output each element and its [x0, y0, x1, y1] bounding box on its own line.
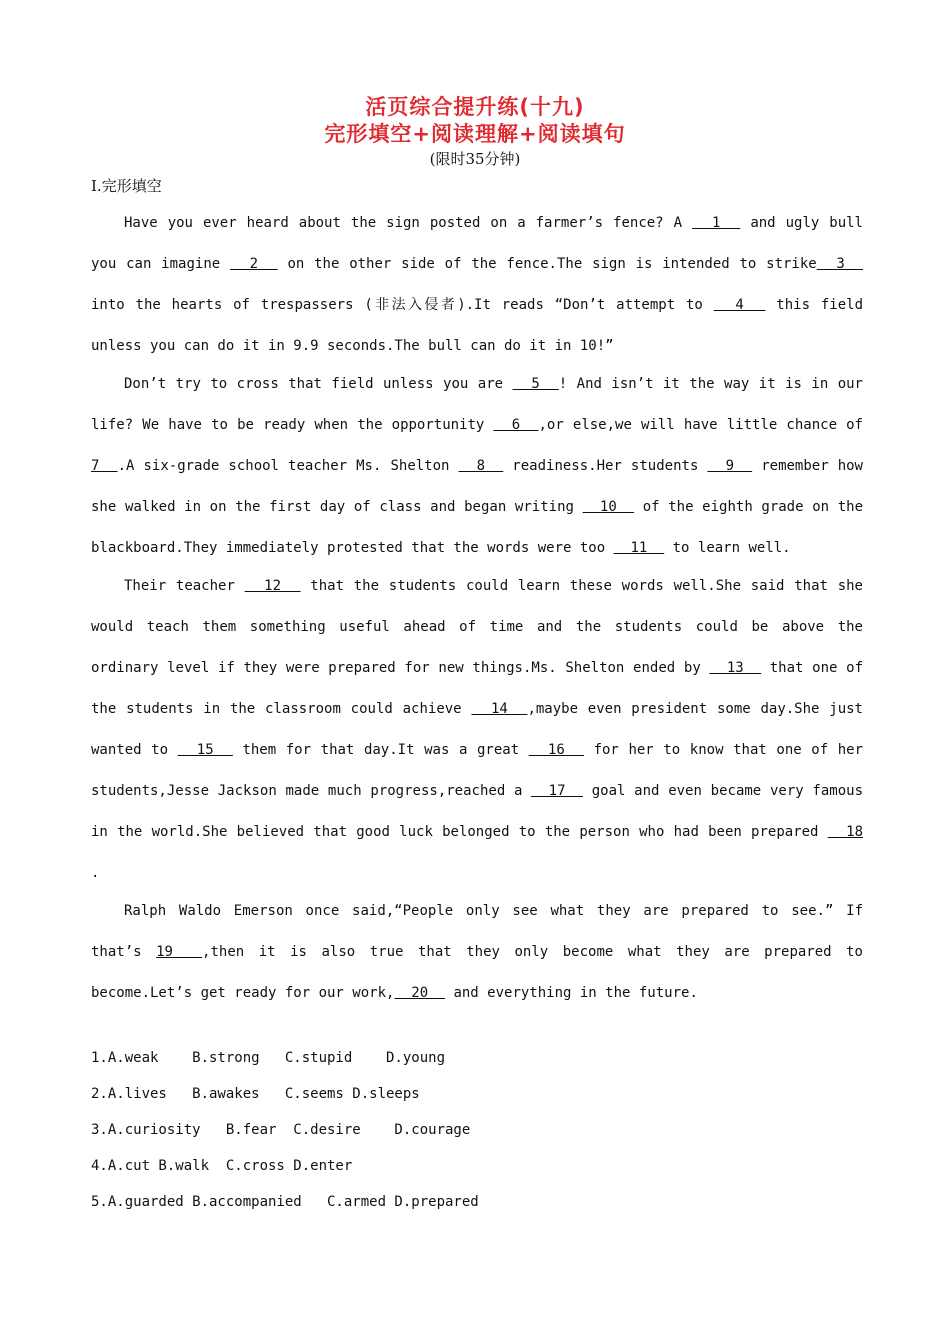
blank-3: 3	[816, 256, 863, 272]
passage-paragraph-4	[91, 891, 863, 1014]
passage-text: goal and even became very famous in the world.She believed that good luck belonged to the person who had been prepared	[91, 783, 863, 840]
option-row-2: 2.A.lives B.awakes C.seems D.sleeps	[91, 1086, 420, 1102]
passage-text: Have you ever heard about the sign posted on a farmer’s fence? A	[124, 215, 692, 231]
blank-10: 10	[582, 499, 635, 515]
passage-text: readiness.Her students	[503, 458, 708, 474]
passage-text: ,maybe even president some day.She just wanted to	[91, 701, 863, 758]
blank-9: 9	[707, 458, 753, 474]
blank-13: 13	[709, 660, 762, 676]
title-block	[0, 94, 950, 170]
passage-text: and everything in the future.	[445, 985, 698, 1001]
blank-5: 5	[512, 376, 559, 392]
passage-text: to learn well.	[664, 540, 791, 556]
passage-text: .A six-grade school teacher Ms. Shelton	[117, 458, 459, 474]
passage-text: Ralph Waldo Emerson once said,“People only see what they are prepared to see.” If that’s	[91, 903, 863, 960]
blank-18: 18	[827, 824, 863, 840]
blank-19: 19	[156, 944, 203, 960]
passage-text: ,or else,we will have little chance of	[538, 417, 863, 433]
section-heading: I.完形填空	[91, 177, 162, 195]
passage-text: on the other side of the fence.The sign is intended to strike	[277, 256, 817, 272]
blank-11: 11	[613, 540, 665, 556]
time-limit: (限时35分钟)	[429, 150, 521, 168]
answer-options	[91, 1040, 479, 1220]
passage-text: that one of the students in the classroom could achieve	[91, 660, 863, 717]
blank-4: 4	[713, 297, 766, 313]
passage-text: Their teacher	[124, 578, 245, 594]
passage-text: into the hearts of trespassers (非法入侵者).It reads “Don’t attempt to	[91, 297, 714, 313]
blank-20: 20	[394, 985, 446, 1001]
blank-15: 15	[177, 742, 233, 758]
passage-text: them for that day.It was a great	[232, 742, 529, 758]
page-title: 活页综合提升练(十九)	[365, 95, 585, 119]
blank-8: 8	[458, 458, 504, 474]
blank-2: 2	[229, 256, 278, 272]
blank-12: 12	[244, 578, 301, 594]
passage-text: for her to know that one of her students,Jesse Jackson made much progress,reached a	[91, 742, 864, 799]
passage-paragraph-1	[91, 203, 863, 367]
blank-17: 17	[531, 783, 583, 799]
option-row-5: 5.A.guarded B.accompanied C.armed D.prepared	[91, 1194, 479, 1210]
passage-text: .	[91, 865, 100, 881]
passage-paragraph-3	[91, 566, 863, 894]
blank-1: 1	[692, 215, 741, 231]
page-subtitle: 完形填空+阅读理解+阅读填句	[324, 122, 626, 146]
blank-7: 7	[91, 458, 118, 474]
blank-14: 14	[471, 701, 528, 717]
passage-text: that the students could learn these words well.She said that she would teach them something useful ahead of time and the students could be above the ordinary level if they were prepared for new things.Ms. Shelton ended by	[91, 578, 863, 676]
passage-text: of the eighth grade on the blackboard.They immediately protested that the words were too	[91, 499, 863, 556]
option-row-1: 1.A.weak B.strong C.stupid D.young	[91, 1050, 446, 1066]
blank-16: 16	[528, 742, 584, 758]
passage-text: ! And isn’t it the way it is in our life? We have to be ready when the opportunity	[91, 376, 863, 433]
passage-paragraph-2	[91, 364, 863, 569]
passage-text: remember how she walked in on the first day of class and began writing	[91, 458, 863, 515]
passage-text: and ugly bull you can imagine	[91, 215, 863, 272]
option-row-4: 4.A.cut B.walk C.cross D.enter	[91, 1158, 353, 1174]
passage-text: ,then it is also true that they only become what they are prepared to become.Let’s get ready for our work,	[91, 944, 863, 1001]
passage-text: this field unless you can do it in 9.9 seconds.The bull can do it in 10!”	[91, 297, 863, 354]
option-row-3: 3.A.curiosity B.fear C.desire D.courage	[91, 1122, 471, 1138]
passage-text: Don’t try to cross that field unless you are	[124, 376, 513, 392]
blank-6: 6	[493, 417, 539, 433]
